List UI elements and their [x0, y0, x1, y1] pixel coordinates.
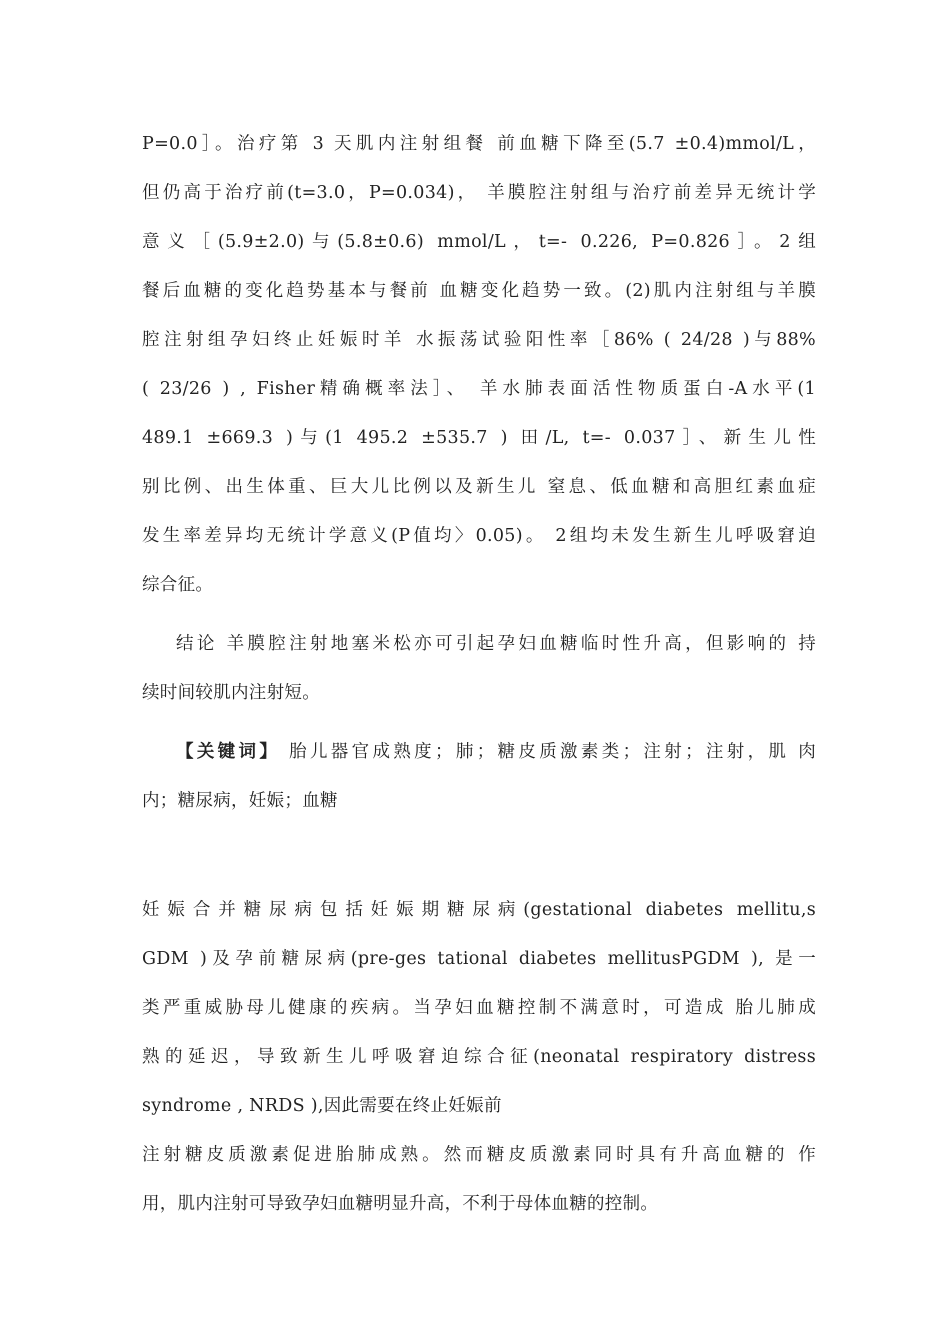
text-line: 综合征。	[142, 575, 214, 595]
paragraph-gap	[142, 718, 816, 728]
text-line: ( 23/26 ) , Fisher精确概率法］、 羊水肺表面活性物质蛋白-A水平(1	[142, 379, 816, 399]
text-line: 489.1 ±669.3 )与(1 495.2 ±535.7 ) 田/L, t=- 0.037］、新生儿性	[142, 428, 816, 448]
keywords-paragraph	[142, 728, 816, 826]
conclusion-paragraph	[142, 620, 816, 718]
results-paragraph	[142, 120, 816, 610]
text-line: 妊娠合并糖尿病包括妊娠期糖尿病(gestational diabetes mellitu,s	[142, 900, 816, 920]
keywords-list: 胎儿器官成熟度；肺；糖皮质激素类；注射；注射，肌 肉	[280, 742, 817, 762]
text-line: 类严重威胁母儿健康的疾病。当孕妇血糖控制不满意时，可造成 胎儿肺成	[142, 998, 816, 1018]
text-line: 注射糖皮质激素促进胎肺成熟。然而糖皮质激素同时具有升高血糖的 作	[142, 1145, 816, 1165]
text-line: 熟的延迟，导致新生儿呼吸窘迫综合征(neonatal respiratory distress	[142, 1047, 816, 1067]
text-line: 腔注射组孕妇终止妊娠时羊 水振荡试验阳性率［86% ( 24/28 )与88%	[142, 330, 816, 350]
keywords-line	[142, 728, 816, 777]
text-line: 别比例、出生体重、巨大儿比例以及新生儿 窒息、低血糖和高胆红素血症	[142, 477, 816, 497]
text-line: 结论 羊膜腔注射地塞米松亦可引起孕妇血糖临时性升高，但影响的 持	[176, 634, 816, 654]
keywords-label: 【关键词】	[176, 742, 281, 762]
section-gap	[142, 826, 816, 886]
text-line: 但仍高于治疗前(t=3.0，P=0.034)， 羊膜腔注射组与治疗前差异无统计学	[142, 183, 816, 203]
text-line: 用，肌内注射可导致孕妇血糖明显升高，不利于母体血糖的控制。	[142, 1194, 659, 1214]
text-line: GDM )及孕前糖尿病(pre-ges tational diabetes mellitusPGDM ), 是一	[142, 949, 816, 969]
text-line: 内；糖尿病，妊娠；血糖	[142, 791, 338, 811]
text-line: 意义［(5.9±2.0)与(5.8±0.6) mmol/L，t=- 0.226, P=0.826］。2组	[142, 232, 816, 252]
text-line: 续时间较肌内注射短。	[142, 683, 320, 703]
text-line: syndrome , NRDS ),因此需要在终止妊娠前	[142, 1096, 502, 1116]
continuation-paragraph	[142, 1131, 816, 1229]
text-line: 餐后血糖的变化趋势基本与餐前 血糖变化趋势一致。(2)肌内注射组与羊膜	[142, 281, 816, 301]
paragraph-gap	[142, 610, 816, 620]
text-line: 发生率差异均无统计学意义(P值均〉0.05)。 2组均未发生新生儿呼吸窘迫	[142, 526, 816, 546]
text-line: P=0.0］。治疗第 3 天肌内注射组餐 前血糖下降至(5.7 ±0.4)mmol/L，	[142, 134, 816, 154]
document-page	[142, 120, 816, 1229]
intro-paragraph	[142, 886, 816, 1131]
